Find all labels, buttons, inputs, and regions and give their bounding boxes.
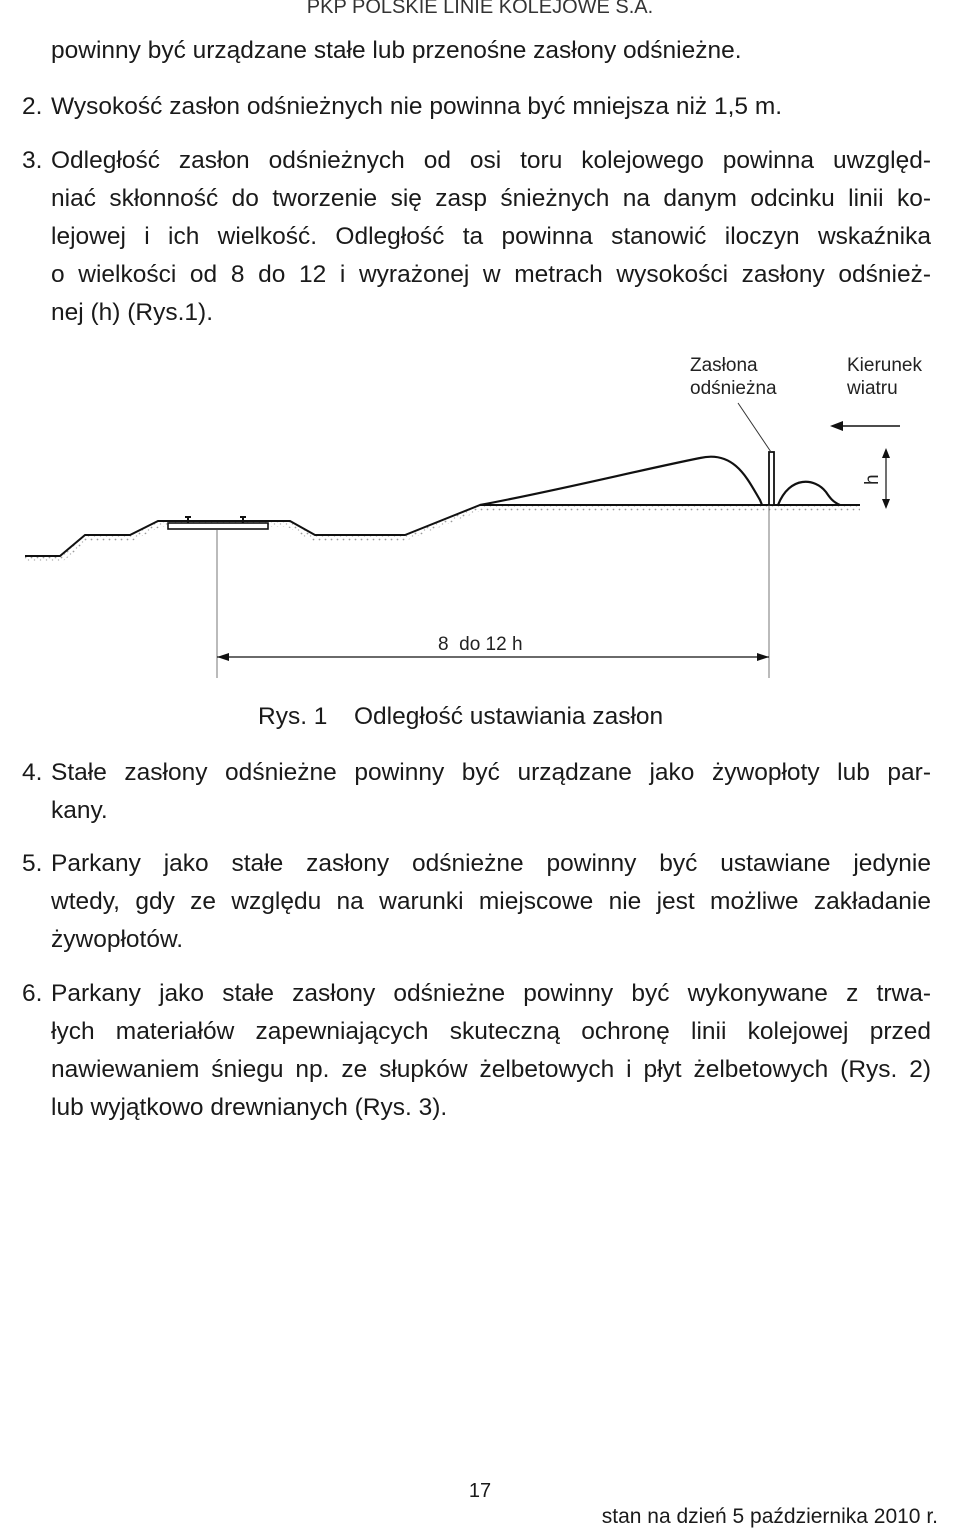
item-6-number: 6.	[22, 980, 43, 1007]
item-6	[22, 975, 957, 1127]
item-4-number: 4.	[22, 759, 43, 786]
item-3-line-4: o wielkości od 8 do 12 i wyrażonej w metrach wysokości zasłony odśnież-	[51, 261, 931, 288]
item-3-number: 3.	[22, 147, 43, 174]
screen-label-line-1: Zasłona	[690, 355, 758, 376]
item-2-number: 2.	[22, 93, 43, 120]
footer-date: stan na dzień 5 października 2010 r.	[601, 1505, 938, 1528]
item-6-line-4: lub wyjątkowo drewnianych (Rys. 3).	[51, 1094, 448, 1121]
page-number: 17	[468, 1480, 492, 1502]
item-6-line-3: nawiewaniem śniegu np. ze słupków żelbetowych i płyt żelbetowych (Rys. 2)	[51, 1056, 931, 1083]
item-2	[22, 88, 957, 126]
item-3-line-2: niać skłonność do tworzenie się zasp śnieżnych na danym odcinku linii ko-	[51, 185, 931, 212]
distance-label: 8 do 12 h	[438, 634, 523, 655]
item-2-text: Wysokość zasłon odśnieżnych nie powinna być mniejsza niż 1,5 m.	[51, 93, 783, 120]
item-3-line-1: Odległość zasłon odśnieżnych od osi toru kolejowego powinna uwzględ-	[51, 147, 931, 174]
item-3	[22, 142, 957, 332]
item-3-line-5: nej (h) (Rys.1).	[51, 299, 214, 326]
item-5-line-3: żywopłotów.	[51, 926, 184, 953]
item-5-line-1: Parkany jako stałe zasłony odśnieżne powinny być ustawiane jedynie	[51, 850, 931, 877]
item-4-line-2: kany.	[51, 797, 108, 824]
item-5-number: 5.	[22, 850, 43, 877]
item-5	[22, 845, 957, 959]
intro-paragraph	[51, 32, 957, 70]
screen-leader-line	[738, 403, 771, 452]
wind-label-line-1: Kierunek	[847, 355, 922, 376]
wind-arrow-head	[830, 421, 843, 431]
distance-arrow-right	[757, 653, 769, 661]
caption-number: Rys. 1	[258, 703, 328, 730]
wind-label-line-2: wiatru	[847, 378, 898, 399]
snow-drift-left	[480, 457, 762, 505]
h-arrow-top	[882, 448, 890, 458]
item-6-line-2: łych materiałów zapewniających skuteczną ochronę linii kolejowej przed	[51, 1018, 931, 1045]
figure-snow-screen	[0, 340, 960, 700]
item-4-line-1: Stałe zasłony odśnieżne powinny być urządzane jako żywopłoty lub par-	[51, 759, 931, 786]
h-arrow-bottom	[882, 499, 890, 509]
item-5-line-2: wtedy, gdy ze względu na warunki miejscowe nie jest możliwe zakładanie	[51, 888, 931, 915]
distance-arrow-left	[217, 653, 229, 661]
h-label: h	[862, 474, 883, 485]
item-6-line-1: Parkany jako stałe zasłony odśnieżne powinny być wykonywane z trwa-	[51, 980, 931, 1007]
caption-title: Odległość ustawiania zasłon	[354, 703, 664, 730]
ground-profile	[25, 505, 860, 562]
intro-line: powinny być urządzane stałe lub przenośne zasłony odśnieżne.	[51, 37, 742, 64]
track-sleeper	[168, 523, 268, 529]
snow-drift-right	[778, 482, 840, 505]
document-header: PKP POLSKIE LINIE KOLEJOWE S.A.	[306, 0, 654, 18]
screen-label-line-2: odśnieżna	[690, 378, 777, 399]
item-4	[22, 754, 957, 830]
snow-screen-post	[769, 452, 774, 505]
item-3-line-3: lejowej i ich wielkość. Odległość ta powinna stanowić iloczyn wskaźnika	[51, 223, 931, 250]
